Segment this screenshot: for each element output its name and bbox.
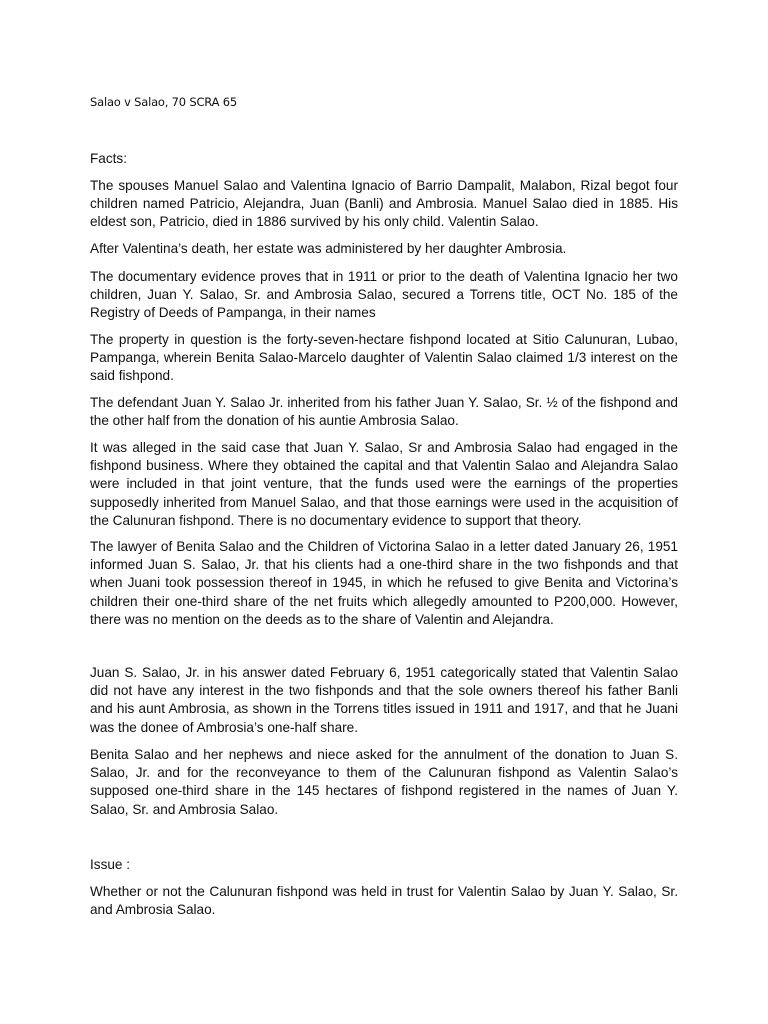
paragraph-lawyer-letter: The lawyer of Benita Salao and the Children of Victorina Salao in a letter dated January 26, 1951 informed Juan S. Salao, Jr. that his clients had a one-third share in the two fishponds and that when Juani took possession thereof in 1945, in which he refused to give Benita and Victorina’s children their one-third share of the net fruits which allegedly amounted to P200,000. However, there was no mention on the deeds as to the share of Valentin and Alejandra. bbox=[90, 539, 678, 627]
paragraph-torrens-title: The documentary evidence proves that in 1911 or prior to the death of Valentina Ignacio her two children, Juan Y. Salao, Sr. and Ambrosia Salao, secured a Torrens title, OCT No. 185 of the Registry of Deeds of Pampanga, in their names bbox=[90, 269, 678, 321]
document-title: Salao v Salao, 70 SCRA 65 bbox=[90, 95, 237, 109]
paragraph-issue: Whether or not the Calunuran fishpond was held in trust for Valentin Salao by Juan Y. Salao, Sr. and Ambrosia Salao. bbox=[90, 884, 678, 918]
document-page bbox=[90, 0, 678, 1024]
paragraph-joint-venture: It was alleged in the said case that Juan Y. Salao, Sr and Ambrosia Salao had engaged in the fishpond business. Where they obtained the capital and that Valentin Salao and Alejandra Salao were included in that joint venture, that the funds used were the earnings of the properties supposedly inherited from Manuel Salao, and that those earnings were used in the acquisition of the Calunuran fishpond. There is no documentary evidence to support that theory. bbox=[90, 440, 678, 528]
paragraph-property: The property in question is the forty-seven-hectare fishpond located at Sitio Calunuran, Lubao, Pampanga, wherein Benita Salao-Marcelo daughter of Valentin Salao claimed 1/3 interest on the said fishpond. bbox=[90, 332, 678, 384]
issue-heading: Issue : bbox=[90, 857, 131, 872]
paragraph-annulment-request: Benita Salao and her nephews and niece asked for the annulment of the donation to Juan S. Salao, Jr. and for the reconveyance to them of the Calunuran fishpond as Valentin Salao’s supposed one-third share in the 145 hectares of fishpond registered in the names of Juan Y. Salao, Sr. and Ambrosia Salao. bbox=[90, 747, 678, 817]
paragraph-answer: Juan S. Salao, Jr. in his answer dated February 6, 1951 categorically stated that Valentin Salao did not have any interest in the two fishponds and that the sole owners thereof his father Banli and his aunt Ambrosia, as shown in the Torrens titles issued in 1911 and 1917, and that he Juani was the donee of Ambrosia’s one-half share. bbox=[90, 665, 678, 735]
facts-heading: Facts: bbox=[90, 151, 128, 166]
paragraph-family: The spouses Manuel Salao and Valentina Ignacio of Barrio Dampalit, Malabon, Rizal begot four children named Patricio, Alejandra, Juan (Banli) and Ambrosia. Manuel Salao died in 1885. His eldest son, Patricio, died in 1886 survived by his only child. Valentin Salao. bbox=[90, 178, 678, 230]
paragraph-inheritance: The defendant Juan Y. Salao Jr. inherited from his father Juan Y. Salao, Sr. ½ of the fishpond and the other half from the donation of his auntie Ambrosia Salao. bbox=[90, 395, 678, 429]
paragraph-estate-administration: After Valentina’s death, her estate was administered by her daughter Ambrosia. bbox=[90, 241, 567, 256]
